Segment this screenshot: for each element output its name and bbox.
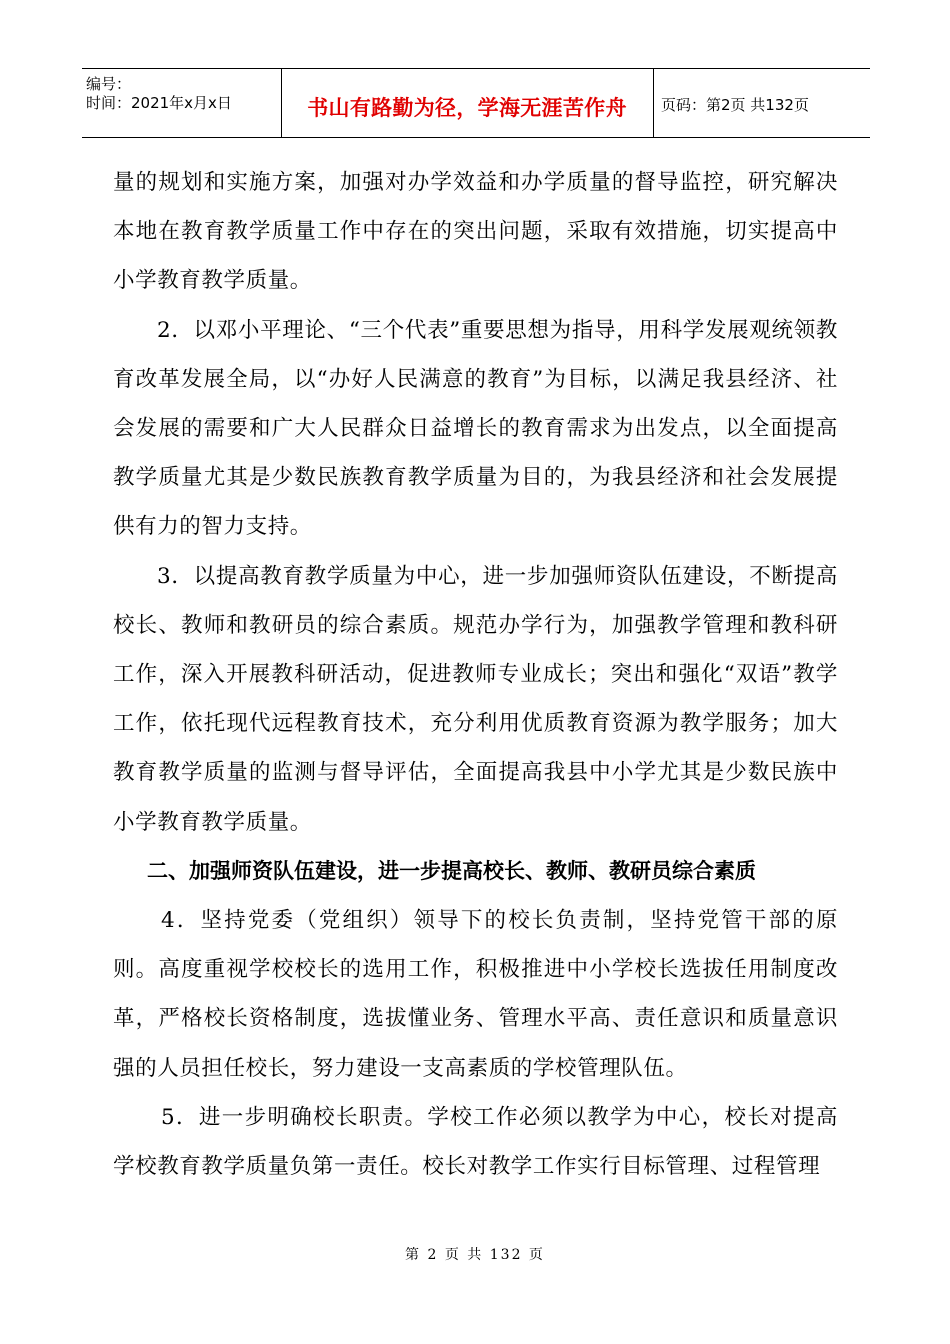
page-footer: 第 2 页 共 132 页 (405, 1247, 545, 1263)
paragraph-item-2: 2．以邓小平理论、“三个代表”重要思想为指导，用科学发展观统领教育改革发展全局，以“办好人民满意的教育”为目标，以满足我县经济、社会发展的需要和广大人民群众日益增长的教育需求为出发点，以全面提高教学质量尤其是少数民族教育教学质量为目的，为我县经济和社会发展提供有力的智力支持。 (113, 317, 838, 540)
header-table (82, 68, 870, 138)
motto: 书山有路勤为径，学海无涯苦作舟 (307, 96, 627, 120)
header-page-cell (653, 69, 870, 137)
page-info: 页码：第2页 共132页 (661, 96, 809, 114)
paragraph-continued: 量的规划和实施方案，加强对办学效益和办学质量的督导监控，研究解决本地在教育教学质量工作中存在的突出问题，采取有效措施，切实提高中小学教育教学质量。 (113, 170, 838, 294)
paragraph-item-4: 4．坚持党委（党组织）领导下的校长负责制，坚持党管干部的原则。高度重视学校校长的选用工作，积极推进中小学校长选拔任用制度改革，严格校长资格制度，选拔懂业务、管理水平高、责任意识和质量意识强的人员担任校长，努力建设一支高素质的学校管理队伍。 (113, 908, 838, 1081)
paragraph-item-3: 3．以提高教育教学质量为中心，进一步加强师资队伍建设，不断提高校长、教师和教研员的综合素质。规范办学行为，加强教学管理和教科研工作，深入开展教科研活动，促进教师专业成长；突出和强化“双语”教学工作，依托现代远程教育技术，充分利用优质教育资源为教学服务；加大教育教学质量的监测与督导评估，全面提高我县中小学尤其是少数民族中小学教育教学质量。 (113, 563, 838, 835)
paragraph-item-5: 5．进一步明确校长职责。学校工作必须以教学为中心，校长对提高学校教育教学质量负第一责任。校长对教学工作实行目标管理、过程管理 (113, 1104, 838, 1180)
header-motto-cell (281, 69, 654, 137)
section-heading: 二、加强师资队伍建设，进一步提高校长、教师、教研员综合素质 (147, 858, 756, 883)
document-date: 时间：2021年x月x日 (86, 94, 232, 112)
document-body (113, 158, 838, 1191)
header-meta-cell (82, 69, 282, 137)
document-number: 编号： (86, 75, 132, 93)
